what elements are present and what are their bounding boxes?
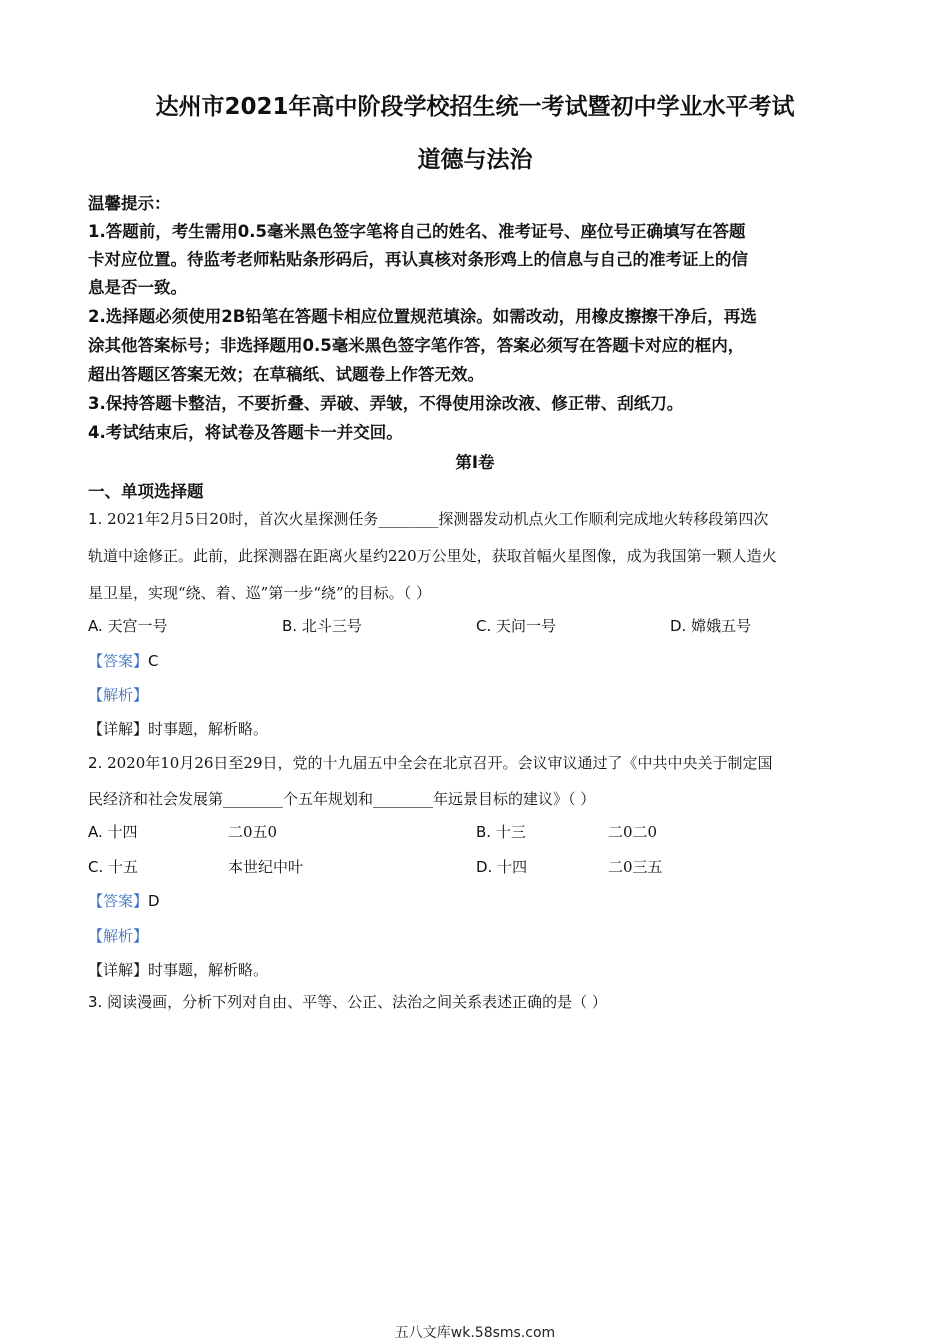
question-text: 2021年2月5日20时，首次火星探测任务________探测器发动机点火工作顺利完成地火转移段第四次 — [102, 510, 769, 528]
question-number: 2. — [88, 754, 103, 772]
analysis-tag: 【解析】 — [88, 927, 149, 945]
question-1-line: 轨道中途修正。此前，此探测器在距离火星约220万公里处，获取首幅火星图像，成为我国第一颗人造火 — [88, 547, 777, 565]
option-d-extra: 二0三五 — [608, 858, 663, 876]
option-a — [88, 615, 168, 636]
question-number: 1. — [88, 510, 103, 528]
option-b-extra: 二0二0 — [608, 823, 658, 841]
tips-line: 卡对应位置。待监考老师粘贴条形码后，再认真核对条形鸡上的信息与自己的准考证上的信 — [88, 250, 748, 269]
detail-text: 时事题，解析略。 — [148, 720, 269, 738]
tips-line: 4.考试结束后，将试卷及答题卡一并交回。 — [88, 423, 403, 442]
answer-line — [88, 890, 160, 911]
question-2-line — [88, 752, 773, 773]
option-letter: A. — [88, 617, 103, 635]
subject-title: 道德与法治 — [417, 147, 533, 173]
option-letter: D. — [670, 617, 687, 635]
option-text: 北斗三号 — [297, 617, 362, 635]
question-1-line: 星卫星，实现“绕、着、巡”第一步“绕”的目标。（ ） — [88, 584, 431, 602]
option-c — [476, 615, 556, 636]
option-letter: B. — [476, 823, 492, 841]
part-title: 一、单项选择题 — [88, 482, 204, 501]
footer-watermark: 五八文库wk.58sms.com — [394, 1325, 556, 1341]
answer-value: C — [148, 652, 159, 670]
question-number: 3. — [88, 993, 103, 1011]
option-b — [476, 821, 526, 842]
analysis-line — [88, 684, 148, 705]
option-letter: C. — [476, 617, 492, 635]
option-text: 十五 — [103, 858, 139, 876]
tips-line: 超出答题区答案无效；在草稿纸、试题卷上作答无效。 — [88, 365, 484, 384]
question-2-line: 民经济和社会发展第________个五年规划和________年远景目标的建议》（ ） — [88, 790, 596, 808]
question-3-line — [88, 991, 607, 1012]
option-c — [88, 856, 138, 877]
question-1-line — [88, 508, 768, 529]
answer-value: D — [148, 892, 160, 910]
option-text: 天问一号 — [491, 617, 557, 635]
answer-tag: 【答案】 — [88, 652, 149, 670]
detail-line — [88, 959, 268, 980]
option-a — [88, 821, 138, 842]
option-letter: C. — [88, 858, 104, 876]
option-letter: B. — [282, 617, 298, 635]
option-text: 十四 — [492, 858, 528, 876]
option-d — [476, 856, 527, 877]
option-b — [282, 615, 362, 636]
option-letter: D. — [476, 858, 493, 876]
tips-line: 3.保持答题卡整洁，不要折叠、弄破、弄皱，不得使用涂改液、修正带、刮纸刀。 — [88, 394, 684, 413]
detail-line — [88, 718, 268, 739]
detail-tag: 【详解】 — [88, 720, 149, 738]
exam-title: 达州市2021年高中阶段学校招生统一考试暨初中学业水平考试 — [155, 94, 795, 120]
tips-heading: 温馨提示： — [88, 194, 171, 213]
option-text: 嫦娥五号 — [686, 617, 752, 635]
tips-line: 息是否一致。 — [88, 278, 187, 297]
tips-line: 1.答题前，考生需用0.5毫米黑色签字笔将自己的姓名、准考证号、座位号正确填写在答题 — [88, 222, 746, 241]
tips-line: 2.选择题必须使用2B铅笔在答题卡相应位置规范填涂。如需改动，用橡皮擦擦干净后，再选 — [88, 307, 757, 326]
option-a-extra: 二0五0 — [228, 823, 278, 841]
volume-title: 第Ⅰ卷 — [455, 453, 495, 472]
option-text: 十三 — [491, 823, 526, 841]
tips-line: 涂其他答案标号；非选择题用0.5毫米黑色签字笔作答，答案必须写在答题卡对应的框内， — [88, 336, 745, 355]
analysis-tag: 【解析】 — [88, 686, 149, 704]
question-text: 阅读漫画，分析下列对自由、平等、公正、法治之间关系表述正确的是（ ） — [102, 993, 607, 1011]
detail-text: 时事题，解析略。 — [148, 961, 269, 979]
option-c-extra: 本世纪中叶 — [228, 858, 304, 876]
answer-tag: 【答案】 — [88, 892, 149, 910]
answer-line — [88, 650, 159, 671]
option-text: 十四 — [102, 823, 138, 841]
option-letter: A. — [88, 823, 103, 841]
option-text: 天宫一号 — [102, 617, 168, 635]
analysis-line — [88, 925, 148, 946]
option-d — [670, 615, 751, 636]
detail-tag: 【详解】 — [88, 961, 149, 979]
question-text: 2020年10月26日至29日，党的十九届五中全会在北京召开。会议审议通过了《中共中央关于制定国 — [102, 754, 773, 772]
